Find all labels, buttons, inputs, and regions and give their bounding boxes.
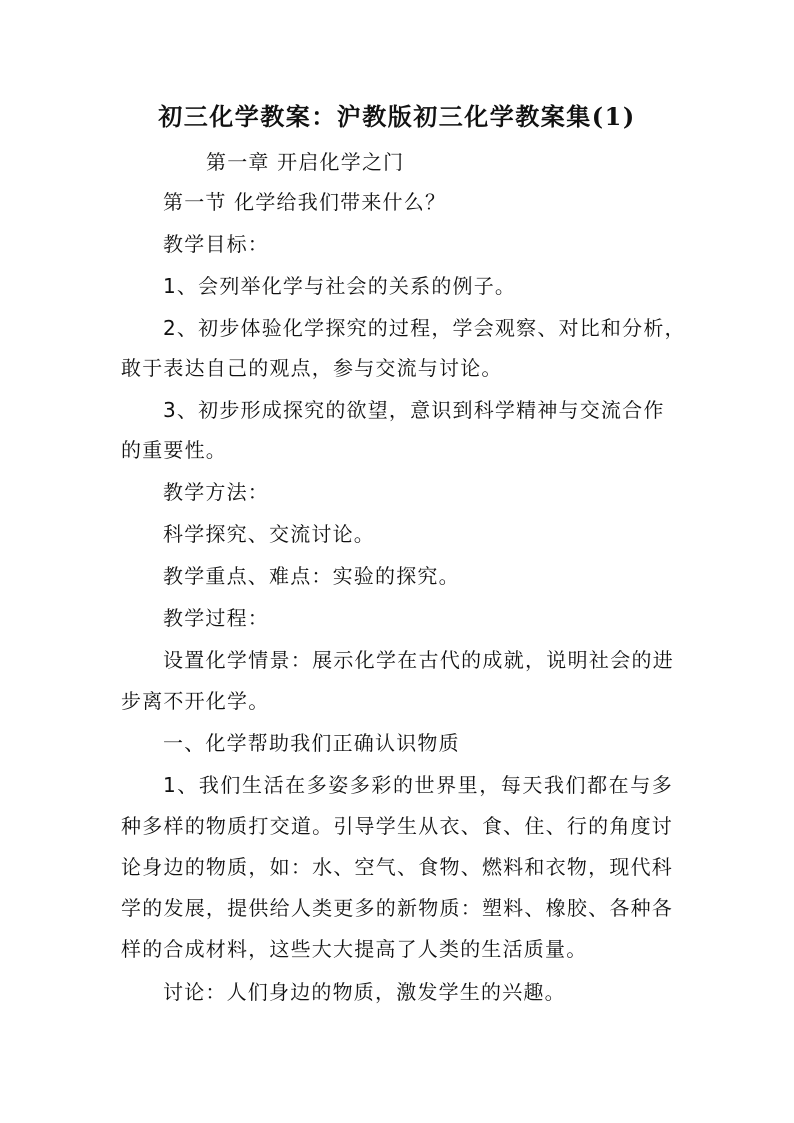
scenario-line-1: 设置化学情景：展示化学在古代的成就，说明社会的进 [163, 648, 674, 672]
methods-text: 科学探究、交流讨论。 [163, 522, 375, 546]
document-title: 初三化学教案：沪教版初三化学教案集(1) [158, 102, 636, 131]
objectives-heading: 教学目标： [163, 232, 269, 256]
chapter-heading: 第一章 开启化学之门 [206, 150, 405, 174]
part1-paragraph-line-2: 种多样的物质打交道。引导学生从衣、食、住、行的角度讨 [121, 814, 673, 838]
process-heading: 教学过程： [163, 606, 269, 630]
key-points: 教学重点、难点：实验的探究。 [163, 564, 460, 588]
scenario-line-2: 步离不开化学。 [121, 689, 270, 713]
part1-paragraph-line-5: 样的合成材料，这些大大提高了人类的生活质量。 [121, 937, 588, 961]
part1-paragraph-line-4: 学的发展，提供给人类更多的新物质：塑料、橡胶、各种各 [121, 896, 673, 920]
objective-1: 1、会列举化学与社会的关系的例子。 [163, 274, 517, 298]
objective-2-line-1: 2、初步体验化学探究的过程，学会观察、对比和分析， [163, 316, 686, 340]
part1-paragraph-line-1: 1、我们生活在多姿多彩的世界里，每天我们都在与多 [163, 773, 673, 797]
methods-heading: 教学方法： [163, 480, 269, 504]
part1-heading: 一、化学帮助我们正确认识物质 [163, 731, 460, 755]
objective-3-line-1: 3、初步形成探究的欲望，意识到科学精神与交流合作 [163, 398, 665, 422]
discussion-text: 讨论：人们身边的物质，激发学生的兴趣。 [163, 980, 566, 1004]
objective-3-line-2: 的重要性。 [121, 438, 227, 462]
section-heading: 第一节 化学给我们带来什么？ [163, 190, 447, 214]
objective-2-line-2: 敢于表达自己的观点，参与交流与讨论。 [121, 356, 503, 380]
part1-paragraph-line-3: 论身边的物质，如：水、空气、食物、燃料和衣物，现代科 [121, 855, 673, 879]
